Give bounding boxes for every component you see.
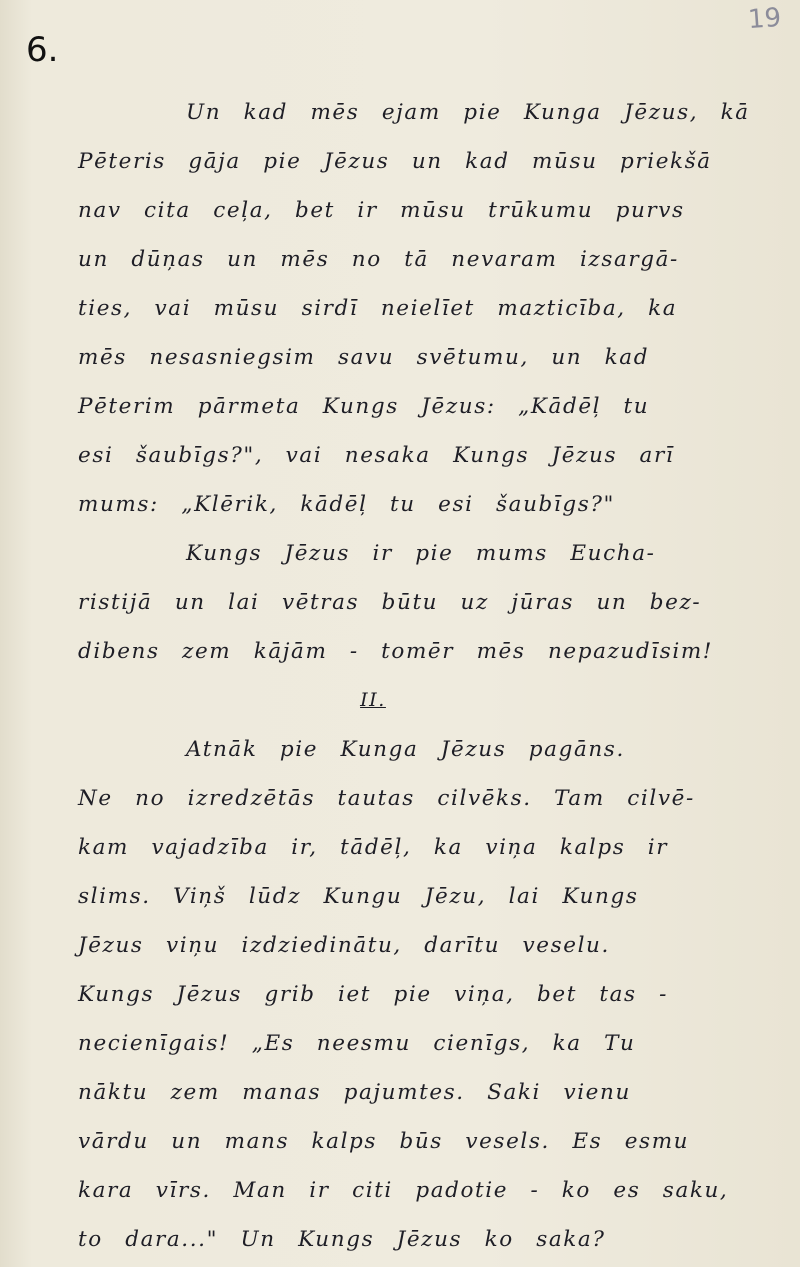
text-line: un dūņas un mēs no tā nevaram izsargā- [78, 247, 679, 272]
text-line: dibens zem kājām - tomēr mēs nepazudīsim! [78, 639, 714, 664]
text-line: slims. Viņš lūdz Kungu Jēzu, lai Kungs [78, 884, 639, 909]
text-line: nav cita ceļa, bet ir mūsu trūkumu purvs [78, 198, 685, 223]
text-line: esi šaubīgs?", vai nesaka Kungs Jēzus arī [78, 443, 675, 468]
text-line: necienīgais! „Es neesmu cienīgs, ka Tu [78, 1031, 636, 1056]
paragraph-1 [78, 88, 750, 529]
text-line: Kungs Jēzus ir pie mums Eucha- [186, 541, 656, 566]
text-line: vārdu un mans kalps būs vesels. Es esmu [78, 1129, 690, 1154]
text-line: kara vīrs. Man ir citi padotie - ko es saku, [78, 1178, 729, 1203]
text-line: Jēzus viņu izdziedinātu, darītu veselu. [78, 933, 610, 958]
text-line: mēs nesasniegsim savu svētumu, un kad [78, 345, 650, 370]
text-line: ristijā un lai vētras būtu uz jūras un bez- [78, 590, 702, 615]
text-line: kam vajadzība ir, tādēļ, ka viņa kalps ir [78, 835, 669, 860]
handwritten-text [78, 88, 750, 1264]
text-line: Atnāk pie Kunga Jēzus pagāns. [186, 737, 625, 762]
text-line: Pēteris gāja pie Jēzus un kad mūsu priekšā [78, 149, 712, 174]
text-line: mums: „Klērik, kādēļ tu esi šaubīgs?" [78, 492, 615, 517]
section-marker: II. [360, 689, 386, 711]
text-line: Un kad mēs ejam pie Kunga Jēzus, kā [186, 100, 750, 125]
page-number: 6. [26, 30, 59, 70]
text-line: ties, vai mūsu sirdī neielīet mazticība, ka [78, 296, 678, 321]
text-line: Pēterim pārmeta Kungs Jēzus: „Kādēļ tu [78, 394, 650, 419]
paragraph-2 [78, 529, 728, 676]
corner-mark: 19 [746, 2, 783, 36]
text-line: Kungs Jēzus grib iet pie viņa, bet tas - [78, 982, 668, 1007]
text-line: nāktu zem manas pajumtes. Saki vienu [78, 1080, 631, 1105]
text-line: Ne no izredzētās tautas cilvēks. Tam cilvē- [78, 786, 695, 811]
text-line: to dara..." Un Kungs Jēzus ko saka? [78, 1227, 606, 1252]
paragraph-3 [78, 725, 728, 1264]
